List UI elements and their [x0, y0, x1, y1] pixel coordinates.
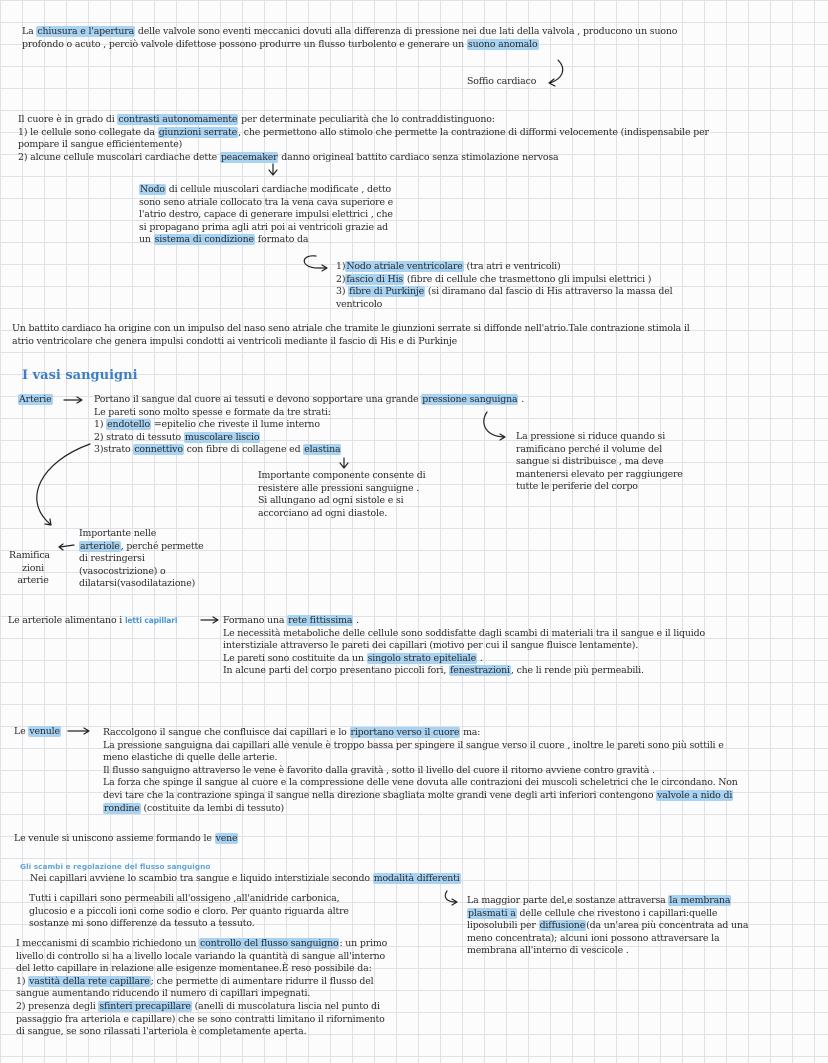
highlight: pressione sanguigna	[422, 394, 518, 405]
highlight: elastina	[304, 444, 341, 456]
highlight: controllo del flusso sanguigno	[200, 938, 339, 949]
highlight: plasmati a	[468, 907, 516, 919]
section-subtitle: Gli scambi e regolazione del flusso sanguigno	[20, 862, 211, 871]
venule-lead: Le venule	[14, 726, 60, 737]
nodo-paragraph: Nodo di cellule muscolari cardiache modificate , detto sono seno atriale collocato tra la vena cava superiore e l'atrio destro, capace di generare impulsi elettrici , che si propagano prima agli atri poi ai ventricoli grazie ad un sistema di condizione formato da	[139, 184, 394, 246]
highlight: la membrana	[669, 895, 731, 906]
battito-paragraph: Un battito cardiaco ha origine con un impulso del naso seno atriale che tramite le giunzioni serrate si diffonde nell'atrio.Tale contrazione stimola il atrio ventricolare che genera impulsi condotti ai ventricoli mediante il fascio di His e di Purkinje	[12, 323, 690, 347]
scambi-right: La maggior parte del,e sostanze attraversa la membrana plasmati a delle cellule che rivestono i capillari:quelle liposolubili per diffusione(da un'area più concentrata ad una meno concentrata); alcuni ioni possono attraversare la membrana all'interno di vescicole .	[467, 895, 749, 957]
ramificazioni-label: Ramifica zioni arterie	[9, 550, 50, 587]
arrow-ramificazioni	[37, 444, 90, 524]
highlight: Nodo	[140, 184, 165, 195]
highlight: vastità della rete capillare	[29, 975, 150, 987]
arrow-sistema	[304, 256, 326, 268]
pressione-note: La pressione si riduce quando si ramificano perché il volume del sangue si distribuisce , ma deve mantenersi elevato per raggiungere tutte le periferie del corpo	[516, 431, 683, 493]
capillari-lead: Le arteriole alimentano i letti capillari	[8, 615, 178, 626]
highlight: vene	[215, 833, 238, 844]
arterie-paragraph: Portano il sangue dal cuore ai tessuti e devono sopportare una grande pressione sanguigna . Le pareti sono molto spesse e formate da tre strati: 1) endotello =epitelio che riveste il lume interno 2) strato di tessuto muscolare liscio 3)strato connettivo con fibre di collagene ed elastina	[94, 394, 525, 456]
highlight: contrasti autonomamente	[118, 114, 238, 125]
highlight: sfinteri precapillare	[99, 1000, 191, 1012]
intro-paragraph: La chiusura e l'apertura delle valvole sono eventi meccanici dovuti alla differenza di pressione nei due lati della valvola , producono un suono profondo o acuto , perciò valvole difettose possono produrre un flusso turbolento e generare un suono anomalo	[22, 26, 678, 50]
highlight: chiusura e l'apertura	[37, 26, 135, 37]
highlight: connettivo	[134, 444, 183, 456]
highlight: Nodo atriale ventricolare	[346, 261, 463, 272]
highlight: peacemaker	[220, 151, 278, 163]
highlight: arteriole	[80, 540, 120, 552]
section-title: I vasi sanguigni	[22, 368, 138, 383]
highlight: fibre di Purkinje	[349, 286, 425, 298]
highlight: Arterie	[19, 394, 52, 405]
capillari-paragraph: Formano una rete fittissima . Le necessità metaboliche delle cellule sono soddisfatte dagli scambi di materiali tra il sangue e il liquido interstiziale attraverso le pareti dei capillari (motivo per cui il sangue fluisce lentamente). Le pareti sono costituite da un singolo strato epiteliale . In alcune parti del corpo presentano piccoli fori, fenestrazioni, che li rende più permeabili.	[223, 615, 705, 677]
cuore-paragraph: Il cuore è in grado di contrasti autonomamente per determinate peculiarità che lo contraddistinguono: 1) le cellule sono collegate da giunzioni serrate, che permettono allo stimolo che permette la contrazione di difformi velocemente (indispensabile per pompare il sangue efficientemente) 2) alcune cellule muscolari cardiache dette peacemaker danno origineal battito cardiaco senza stimolazione nervosa	[18, 114, 709, 163]
scambi-left: Tutti i capillari sono permeabili all'ossigeno ,all'anidride carbonica, glucosio e a piccoli ioni come sodio e cloro. Per quanto riguarda altre sostanze mi sono differenze da tessuto a tessuto.	[29, 893, 349, 930]
meccanismi-paragraph: I meccanismi di scambio richiedono un controllo del flusso sanguigno: un primo livello di controllo si ha a livello locale variando la quantità di sangue all'interno del letto capillare in relazione alle esigenze momentanee.È reso possibile da: 1) vastità della rete capillare; che permette di aumentare ridurre il flusso del sangue aumentando riducendo il numero di capillari impegnati. 2) presenza degli sfinteri precapillare (anelli di muscolatura liscia nel punto di passaggio fra arteriola e capillare) che se sono contratti limitano il rifornimento di sangue, se sono rilassati l'arteriola è completamente aperta.	[16, 938, 388, 1038]
sistema-list: 1)Nodo atriale ventricolare (tra atri e ventricoli) 2)fascio di His (fibre di cellule che trasmettono gli impulsi elettrici ) 3) fibre di Purkinje (si diramano dal fascio di His attraverso la massa del ventricolo	[336, 261, 673, 310]
venule-paragraph: Raccolgono il sangue che confluisce dai capillari e lo riportano verso il cuore ma: La pressione sanguigna dai capillari alle venule è troppo bassa per spingere il sangue verso il cuore , inoltre le pareti sono più sottili e meno elastiche di quelle delle arterie. Il flusso sanguigno attraverso le vene è favorito dalla gravità , sotto il livello del cuore il ritorno avviene contro gravità . La forza che spinge il sangue al cuore e la compressione delle vene dovuta alle contrazioni dei muscoli scheletrici che le circondano. Non devi tare che la contrazione spinga il sangue nella direzione sbagliata molte grandi vene degli arti inferiori contengono valvole a nido di rondine (costituite da lembi di tessuto)	[103, 727, 738, 814]
soffio-label: Soffio cardiaco	[467, 76, 537, 87]
highlight: singolo strato epiteliale	[367, 652, 477, 664]
highlight: fascio di His	[346, 273, 404, 285]
highlight: rondine	[104, 802, 140, 814]
highlight: endotello	[107, 419, 150, 431]
scambi-intro: Nei capillari avviene lo scambio tra sangue e liquido interstiziale secondo modalità differenti	[30, 873, 460, 884]
highlight: valvole a nido di	[657, 789, 733, 801]
highlight: riportano verso il cuore	[350, 727, 460, 738]
highlight: rete fittissima	[288, 615, 353, 626]
highlight: diffusione	[539, 920, 586, 932]
highlight: giunzioni serrate	[158, 126, 238, 138]
highlight: modalità differenti	[373, 873, 460, 884]
arrow-pressione	[484, 412, 504, 437]
highlight: fenestrazioni	[449, 665, 510, 677]
elastina-note: Importante componente consente di resistere alle pressioni sanguigne . Si allungano ad ogni sistole e si accorciano ad ogni diastole.	[258, 470, 426, 519]
highlight: muscolare liscio	[184, 431, 260, 443]
highlight: suono anomalo	[467, 38, 538, 50]
vene-line: Le venule si uniscono assieme formando le vene	[14, 833, 238, 844]
highlight: venule	[29, 726, 60, 737]
arrow-soffio	[550, 60, 563, 83]
arteriole-note: Importante nelle arteriole, perché permette di restringersi (vasocostrizione) o dilatarsi(vasodilatazione)	[79, 528, 204, 590]
highlight: sistema di condizione	[154, 234, 254, 246]
